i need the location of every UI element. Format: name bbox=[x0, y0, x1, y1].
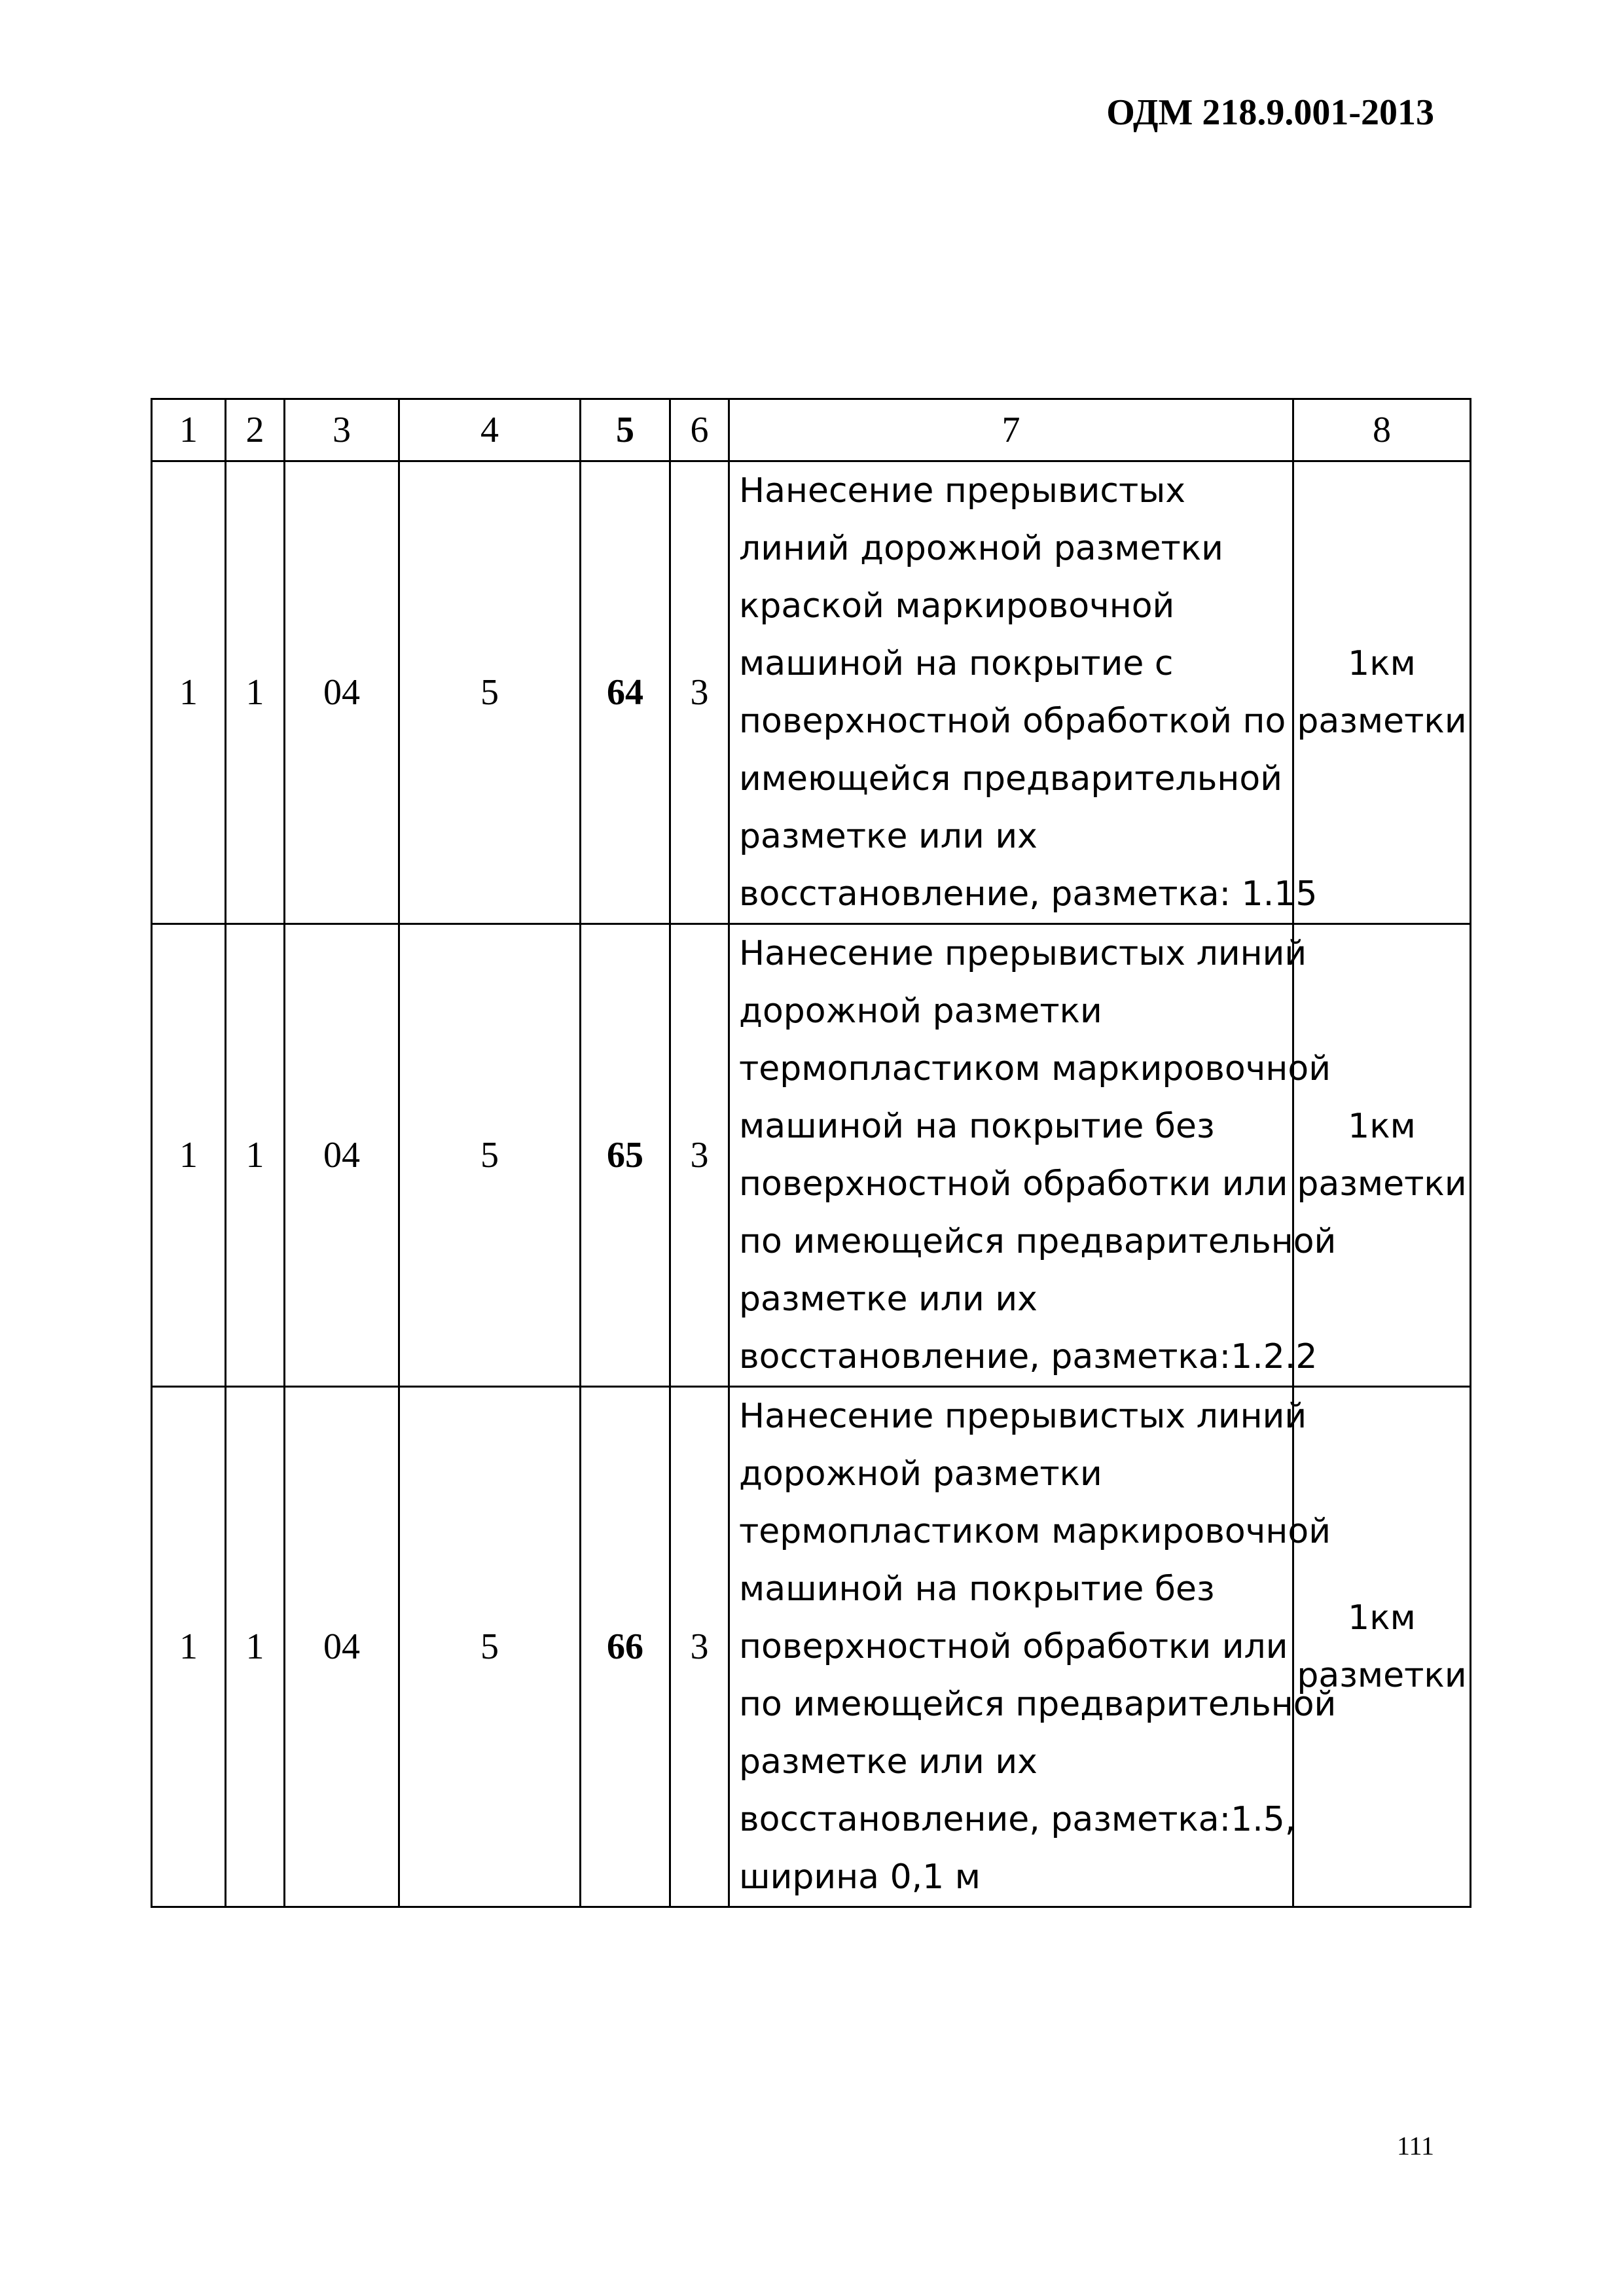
document-code: ОДМ 218.9.001-2013 bbox=[1106, 92, 1434, 133]
description-line: Нанесение прерывистых линий bbox=[739, 934, 1307, 973]
column-header: 2 bbox=[226, 399, 285, 461]
column-header: 1 bbox=[152, 399, 226, 461]
measurement-unit bbox=[1293, 924, 1471, 1387]
description-line: термопластиком маркировочной bbox=[739, 1512, 1331, 1551]
cell-col2: 1 bbox=[226, 1387, 285, 1907]
column-header: 4 bbox=[399, 399, 581, 461]
unit-line: 1км bbox=[1348, 644, 1416, 683]
table-row bbox=[152, 924, 1471, 1387]
description-line: имеющейся предварительной bbox=[739, 759, 1282, 798]
column-header: 3 bbox=[285, 399, 399, 461]
cell-col1: 1 bbox=[152, 924, 226, 1387]
description-line: дорожной разметки bbox=[739, 992, 1102, 1031]
table-row bbox=[152, 461, 1471, 924]
description-line: Нанесение прерывистых bbox=[739, 471, 1186, 511]
cell-col1: 1 bbox=[152, 461, 226, 924]
description-line: Нанесение прерывистых линий bbox=[739, 1397, 1307, 1436]
cell-col6: 3 bbox=[670, 1387, 729, 1907]
description-line: поверхностной обработки или bbox=[739, 1164, 1288, 1204]
cell-col5: 65 bbox=[581, 924, 670, 1387]
description-line: линий дорожной разметки bbox=[739, 529, 1223, 568]
description-line: дорожной разметки bbox=[739, 1454, 1102, 1494]
description-line: по имеющейся предварительной bbox=[739, 1222, 1337, 1261]
column-header: 7 bbox=[729, 399, 1293, 461]
table-row bbox=[152, 1387, 1471, 1907]
cell-col5: 64 bbox=[581, 461, 670, 924]
work-description bbox=[729, 924, 1337, 1387]
description-line: разметке или их bbox=[739, 817, 1038, 856]
description-line: машиной на покрытие без bbox=[739, 1570, 1215, 1609]
cell-col2: 1 bbox=[226, 461, 285, 924]
description-line: ширина 0,1 м bbox=[739, 1857, 981, 1897]
description-line: поверхностной обработкой по bbox=[739, 702, 1286, 741]
column-number-row bbox=[152, 399, 1471, 461]
cell-col3: 04 bbox=[285, 461, 399, 924]
cell-col6: 3 bbox=[670, 924, 729, 1387]
description-line: восстановление, разметка:1.5, bbox=[739, 1800, 1296, 1839]
unit-line: разметки bbox=[1297, 1164, 1467, 1204]
cell-col4: 5 bbox=[399, 1387, 581, 1907]
unit-line: 1км bbox=[1348, 1107, 1416, 1146]
description-line: поверхностной обработки или bbox=[739, 1627, 1288, 1666]
cell-col4: 5 bbox=[399, 924, 581, 1387]
cell-col3: 04 bbox=[285, 1387, 399, 1907]
description-line: по имеющейся предварительной bbox=[739, 1685, 1337, 1724]
description-line: разметке или их bbox=[739, 1280, 1038, 1319]
measurement-unit bbox=[1293, 1387, 1471, 1907]
description-line: разметке или их bbox=[739, 1742, 1038, 1782]
work-description bbox=[729, 461, 1318, 924]
description-line: машиной на покрытие с bbox=[739, 644, 1174, 683]
cell-col2: 1 bbox=[226, 924, 285, 1387]
cell-col6: 3 bbox=[670, 461, 729, 924]
description-line: восстановление, разметка:1.2.2 bbox=[739, 1337, 1318, 1376]
unit-line: разметки bbox=[1297, 702, 1467, 741]
description-line: краской маркировочной bbox=[739, 586, 1175, 626]
unit-line: 1км bbox=[1348, 1598, 1416, 1638]
cell-col1: 1 bbox=[152, 1387, 226, 1907]
column-header: 6 bbox=[670, 399, 729, 461]
description-line: машиной на покрытие без bbox=[739, 1107, 1215, 1146]
marking-works-table bbox=[151, 398, 1471, 1908]
cell-col3: 04 bbox=[285, 924, 399, 1387]
measurement-unit bbox=[1293, 461, 1471, 924]
page-number: 111 bbox=[1396, 2131, 1434, 2161]
work-description bbox=[729, 1387, 1337, 1907]
unit-line: разметки bbox=[1297, 1656, 1467, 1695]
cell-col5: 66 bbox=[581, 1387, 670, 1907]
description-line: восстановление, разметка: 1.15 bbox=[739, 874, 1318, 914]
column-header: 8 bbox=[1293, 399, 1471, 461]
description-line: термопластиком маркировочной bbox=[739, 1049, 1331, 1088]
cell-col4: 5 bbox=[399, 461, 581, 924]
column-header: 5 bbox=[581, 399, 670, 461]
